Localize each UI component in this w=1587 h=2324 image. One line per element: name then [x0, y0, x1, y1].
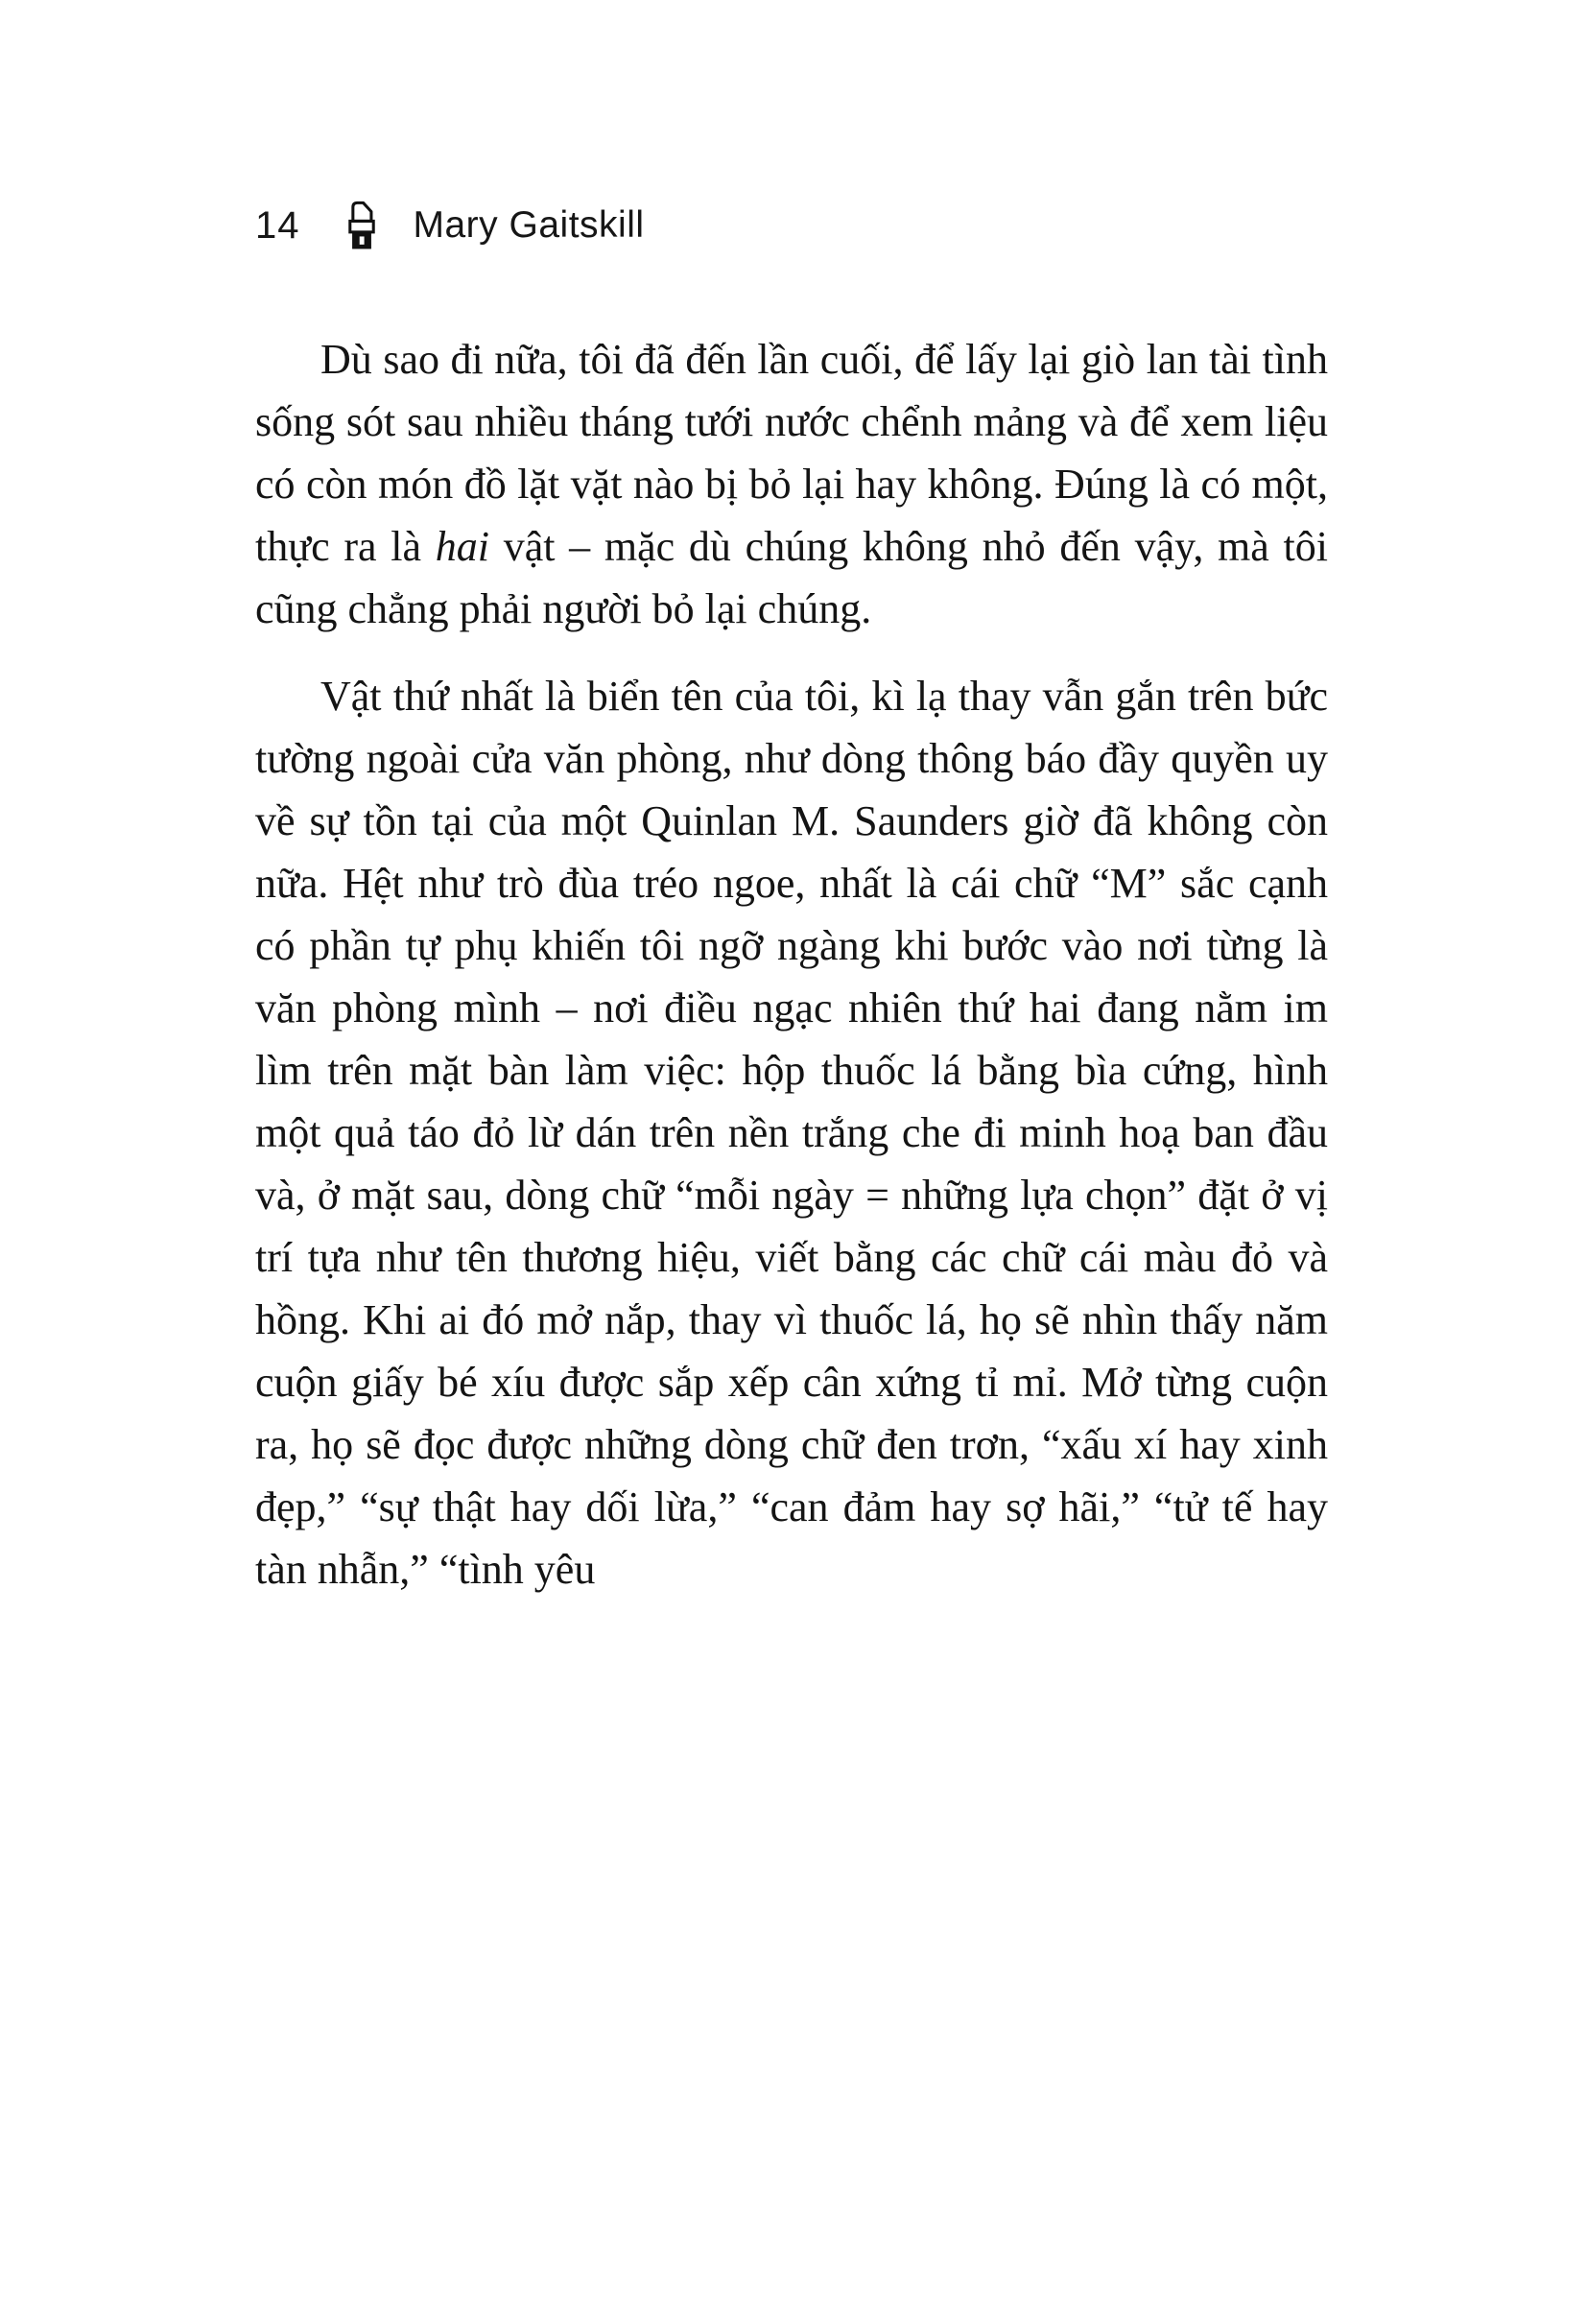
- author-name: Mary Gaitskill: [413, 204, 645, 246]
- page-body: [255, 328, 1328, 1601]
- running-header: [255, 198, 645, 253]
- page-number: 14: [255, 203, 300, 247]
- paragraph-1-text-before: Dù sao đi nữa, tôi đã đến lần cuối, để lấy lại giò lan tài tình sống sót sau nhiều tháng tưới nước chểnh mảng và để xem liệu có còn món đồ lặt vặt nào bị bỏ lại hay không. Đúng là có một, thực ra là: [255, 336, 1328, 570]
- paragraph-1-italic-word: hai: [435, 523, 489, 570]
- paragraph-1: [255, 328, 1328, 640]
- paragraph-1-text-after: vật – mặc dù chúng không nhỏ đến vậy, mà tôi cũng chẳng phải người bỏ lại chúng.: [255, 523, 1328, 632]
- lipstick-icon: [343, 198, 381, 253]
- paragraph-2: Vật thứ nhất là biển tên của tôi, kì lạ thay vẫn gắn trên bức tường ngoài cửa văn phòng, như dòng thông báo đầy quyền uy về sự tồn tại của một Quinlan M. Saunders giờ đã không còn nữa. Hệt như trò đùa tréo ngoe, nhất là cái chữ “M” sắc cạnh có phần tự phụ khiến tôi ngỡ ngàng khi bước vào nơi từng là văn phòng mình – nơi điều ngạc nhiên thứ hai đang nằm im lìm trên mặt bàn làm việc: hộp thuốc lá bằng bìa cứng, hình một quả táo đỏ lừ dán trên nền trắng che đi minh hoạ ban đầu và, ở mặt sau, dòng chữ “mỗi ngày = những lựa chọn” đặt ở vị trí tựa như tên thương hiệu, viết bằng các chữ cái màu đỏ và hồng. Khi ai đó mở nắp, thay vì thuốc lá, họ sẽ nhìn thấy năm cuộn giấy bé xíu được sắp xếp cân xứng tỉ mỉ. Mở từng cuộn ra, họ sẽ đọc được những dòng chữ đen trơn, “xấu xí hay xinh đẹp,” “sự thật hay dối lừa,” “can đảm hay sợ hãi,” “tử tế hay tàn nhẫn,” “tình yêu: [255, 673, 1328, 1593]
